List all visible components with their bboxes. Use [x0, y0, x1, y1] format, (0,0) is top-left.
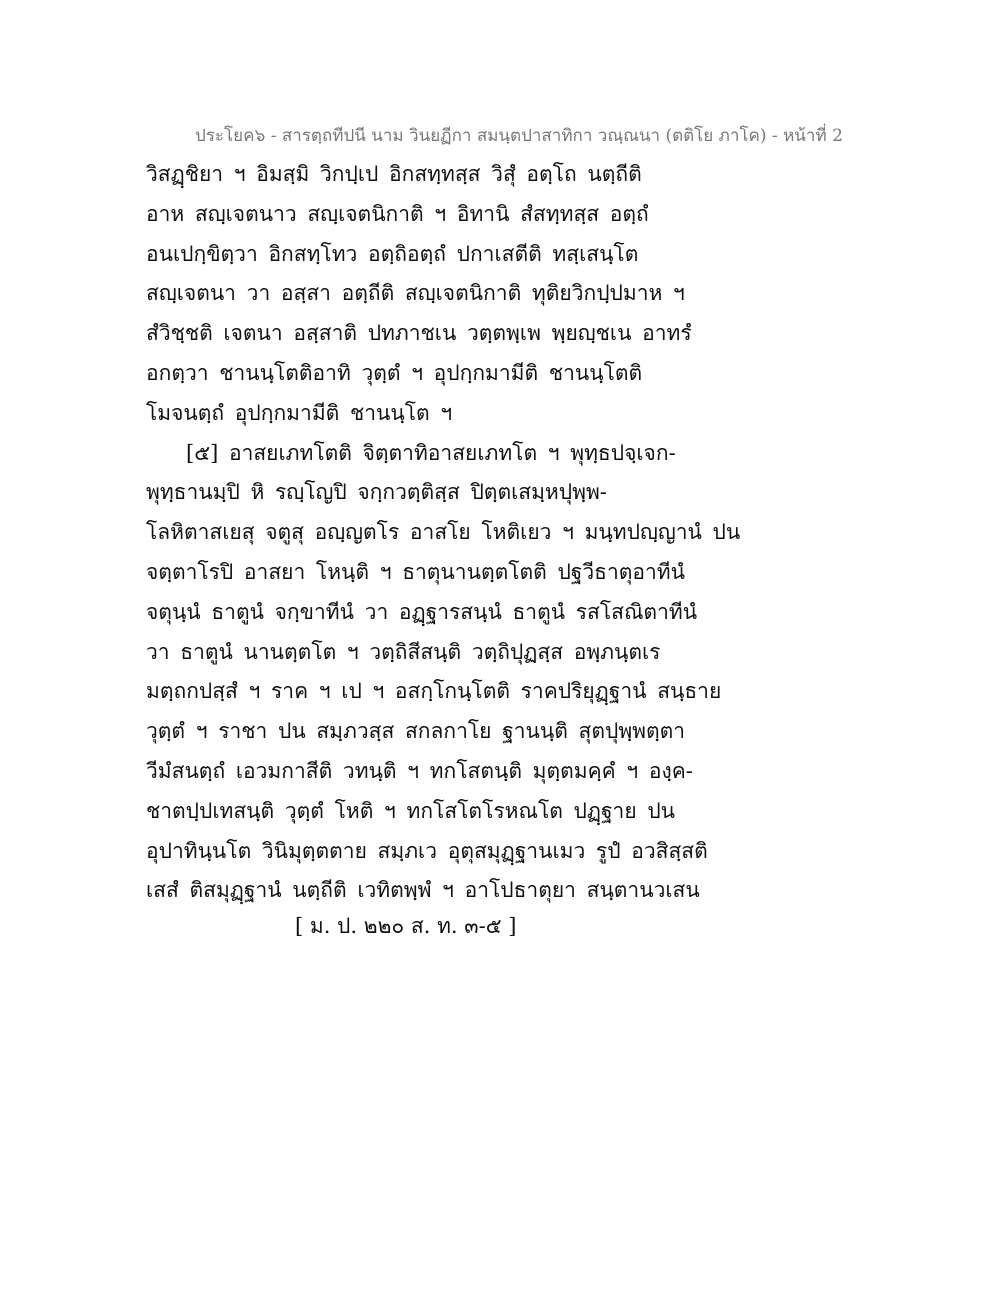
- text-line: อาห สญฺเจตนาว สญฺเจตนิกาติ ฯ อิทานิ สํสทฺทสฺส อตฺถํ: [146, 201, 649, 226]
- text-line: จตฺตาโรปิ อาสยา โหนฺติ ฯ ธาตุนานตฺตโตติ ปฐวีธาตุอาทีนํ: [146, 559, 686, 584]
- text-line: สญฺเจตนา วา อสฺสา อตฺถีติ สญฺเจตนิกาติ ทุติยวิกปฺปมาห ฯ: [146, 281, 685, 306]
- text-line: จตุนฺนํ ธาตูนํ จกฺขาทีนํ วา อฏฺฐารสนฺนํ ธาตูนํ รสโสณิตาทีนํ: [146, 599, 698, 624]
- text-line: โมจนตฺถํ อุปกฺกมามีติ ชานนฺโต ฯ: [146, 400, 453, 425]
- text-line: วา ธาตูนํ นานตฺตโต ฯ วตฺถิสีสนฺติ วตฺถิปุฏสฺส อพฺภนฺตเร: [146, 639, 661, 664]
- text-line: พุทฺธานมฺปิ หิ รญฺโญปิ จกฺกวตฺติสฺส ปิตฺตเสมฺหปุพฺพ-: [146, 480, 607, 505]
- text-line: วุตฺตํ ฯ ราชา ปน สมฺภวสฺส สกลกาโย ฐานนฺติ สุตปุพฺพตฺตา: [146, 719, 686, 744]
- text-line: อกตฺวา ชานนฺโตติอาทิ วุตฺตํ ฯ อุปกฺกมามีติ ชานนฺโตติ: [146, 360, 643, 385]
- text-line: สํวิชฺชติ เจตนา อสฺสาติ ปทภาชเน วตฺตพฺเพ พฺยญฺชเน อาทรํ: [146, 321, 692, 346]
- running-header: ประโยค๖ - สารตฺถทีปนี นาม วินยฏีกา สมนฺตปาสาทิกา วณฺณนา (ตติโย ภาโค) - หน้าที่ 2: [195, 126, 843, 146]
- page-reference: [ ม. ป. ๒๒๐ ส. ท. ๓-๕ ]: [295, 914, 517, 938]
- text-line: มตฺถกปสฺสํ ฯ ราค ฯ เป ฯ อสกฺโกนฺโตติ ราคปริยุฏฺฐานํ สนฺธาย: [146, 679, 722, 704]
- body-text: [146, 158, 866, 914]
- text-line: ชาตปฺปเทสนฺติ วุตฺตํ โหติ ฯ ทกโสโตโรหณโต ปฏฺฐาย ปน: [146, 798, 676, 823]
- text-line: วีมํสนตฺถํ เอวมกาสีติ วทนฺติ ฯ ทกโสตนฺติ มุตฺตมคฺคํ ฯ องฺค-: [146, 758, 693, 783]
- paragraph-start-line: [๕] อาสยเภทโตติ จิตฺตาทิอาสยเภทโต ฯ พุทฺธปจฺเจก-: [186, 440, 676, 465]
- text-line: วิสฏฺชิยา ฯ อิมสฺมิ วิกปฺเป อิกสทฺทสฺส วิสุํ อตฺโถ นตฺถีติ: [146, 162, 642, 186]
- text-line: อนเปกฺขิตฺวา อิกสทฺโทว อตฺถิอตฺถํ ปกาเสตีติ ทสฺเสนฺโต: [146, 241, 639, 266]
- text-line: อุปาทินฺนโต วินิมุตฺตตาย สมฺภเว อุตุสมุฏฺฐานเมว รูปํ อวสิสฺสติ: [146, 838, 708, 863]
- text-line: เสสํ ติสมุฏฺฐานํ นตฺถีติ เวทิตพฺพํ ฯ อาโปธาตุยา สนฺตานวเสน: [146, 878, 700, 903]
- text-line: โลหิตาสเยสุ จตูสุ อญฺญตโร อาสโย โหติเยว ฯ มนฺทปญฺญานํ ปน: [146, 520, 741, 545]
